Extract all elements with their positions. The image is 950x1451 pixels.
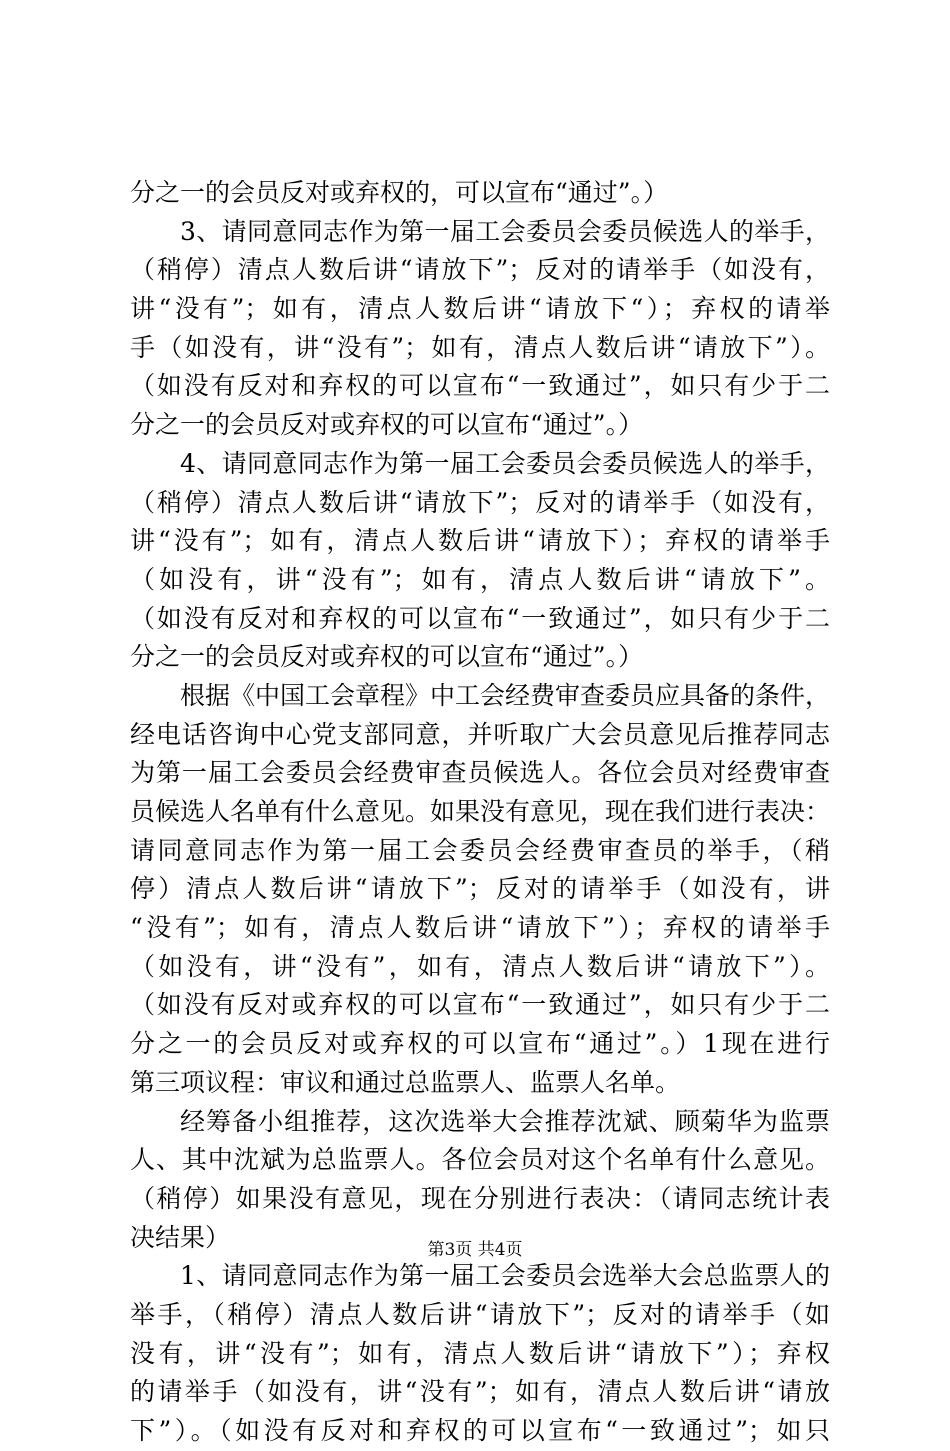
text-line: 讲“没有”；如有，清点人数后讲“请放下）；弃权的请举手 <box>130 526 830 556</box>
text-line: 讲“没有”；如有，清点人数后讲“请放下“）；弃权的请举 <box>130 294 830 324</box>
text-line: 的请举手（如没有，讲“没有”；如有，清点人数后讲“请放 <box>130 1377 830 1407</box>
text-line: 员候选人名单有什么意见。如果没有意见，现在我们进行表决： <box>130 797 831 826</box>
text-line: 请同意同志作为第一届工会委员会经费审查员的举手，（稍 <box>130 835 830 865</box>
text-line: 决结果） <box>130 1222 231 1252</box>
text-line: “没有”；如有，清点人数后讲“请放下”）；弃权的请举手 <box>130 913 830 943</box>
text-line: （如没有反对和弃权的可以宣布“一致通过”，如只有少于二 <box>130 603 830 633</box>
text-line: 经筹备小组推荐，这次选举大会推荐沈斌、顾菊华为监票 <box>180 1106 830 1136</box>
text-line: 下”）。（如没有反对和弃权的可以宣布“一致通过”；如只 <box>130 1416 830 1445</box>
text-line: 根据《中国工会章程》中工会经费审查委员应具备的条件， <box>180 680 831 710</box>
text-line: 第三项议程：审议和通过总监票人、监票人名单。 <box>130 1067 681 1097</box>
text-line: 分之一的会员反对或弃权的可以宣布“通过”。）1现在进行 <box>130 1029 830 1059</box>
text-line: 经电话咨询中心党支部同意，并听取广大会员意见后推荐同志 <box>130 719 830 749</box>
page-number-footer: 第3页 共4页 <box>427 1240 523 1260</box>
text-line: （如没有，讲“没有”；如有，清点人数后讲“请放下”。 <box>130 564 830 594</box>
text-line: 4、请同意同志作为第一届工会委员会委员候选人的举手， <box>180 448 830 478</box>
text-line: 停）清点人数后讲“请放下”；反对的请举手（如没有，讲 <box>130 874 830 904</box>
text-line: （稍停）如果没有意见，现在分别进行表决：（请同志统计表 <box>130 1183 830 1213</box>
text-line: （如没有，讲“没有”，如有，清点人数后讲“请放下”）。 <box>130 951 830 981</box>
text-line: 1、请同意同志作为第一届工会委员会选举大会总监票人的 <box>180 1261 830 1291</box>
text-line: 为第一届工会委员会经费审查员候选人。各位会员对经费审查 <box>130 758 830 788</box>
text-line: 手（如没有，讲“没有”；如有，清点人数后讲“请放下”）。 <box>130 332 830 362</box>
text-line: （如没有反对或弃权的可以宣布“一致通过”，如只有少于二 <box>130 990 830 1020</box>
text-line: （稍停）清点人数后讲“请放下”；反对的请举手（如没有， <box>130 487 830 517</box>
text-line: （稍停）清点人数后讲“请放下”；反对的请举手（如没有， <box>130 255 830 285</box>
text-line: 举手，（稍停）清点人数后讲“请放下”；反对的请举手（如 <box>130 1299 830 1329</box>
text-line: 分之一的会员反对或弃权的可以宣布“通过”。） <box>130 410 644 440</box>
text-line: （如没有反对和弃权的可以宣布“一致通过”，如只有少于二 <box>130 371 830 401</box>
text-line: 没有，讲“没有”；如有，清点人数后讲“请放下”）；弃权 <box>130 1338 830 1368</box>
text-line: 3、请同意同志作为第一届工会委员会委员候选人的举手， <box>180 216 830 246</box>
text-line: 人、其中沈斌为总监票人。各位会员对这个名单有什么意见。 <box>130 1145 830 1175</box>
text-line: 分之一的会员反对或弃权的可以宣布“通过”。） <box>130 642 644 672</box>
text-line: 分之一的会员反对或弃权的，可以宣布“通过”。） <box>130 178 669 207</box>
